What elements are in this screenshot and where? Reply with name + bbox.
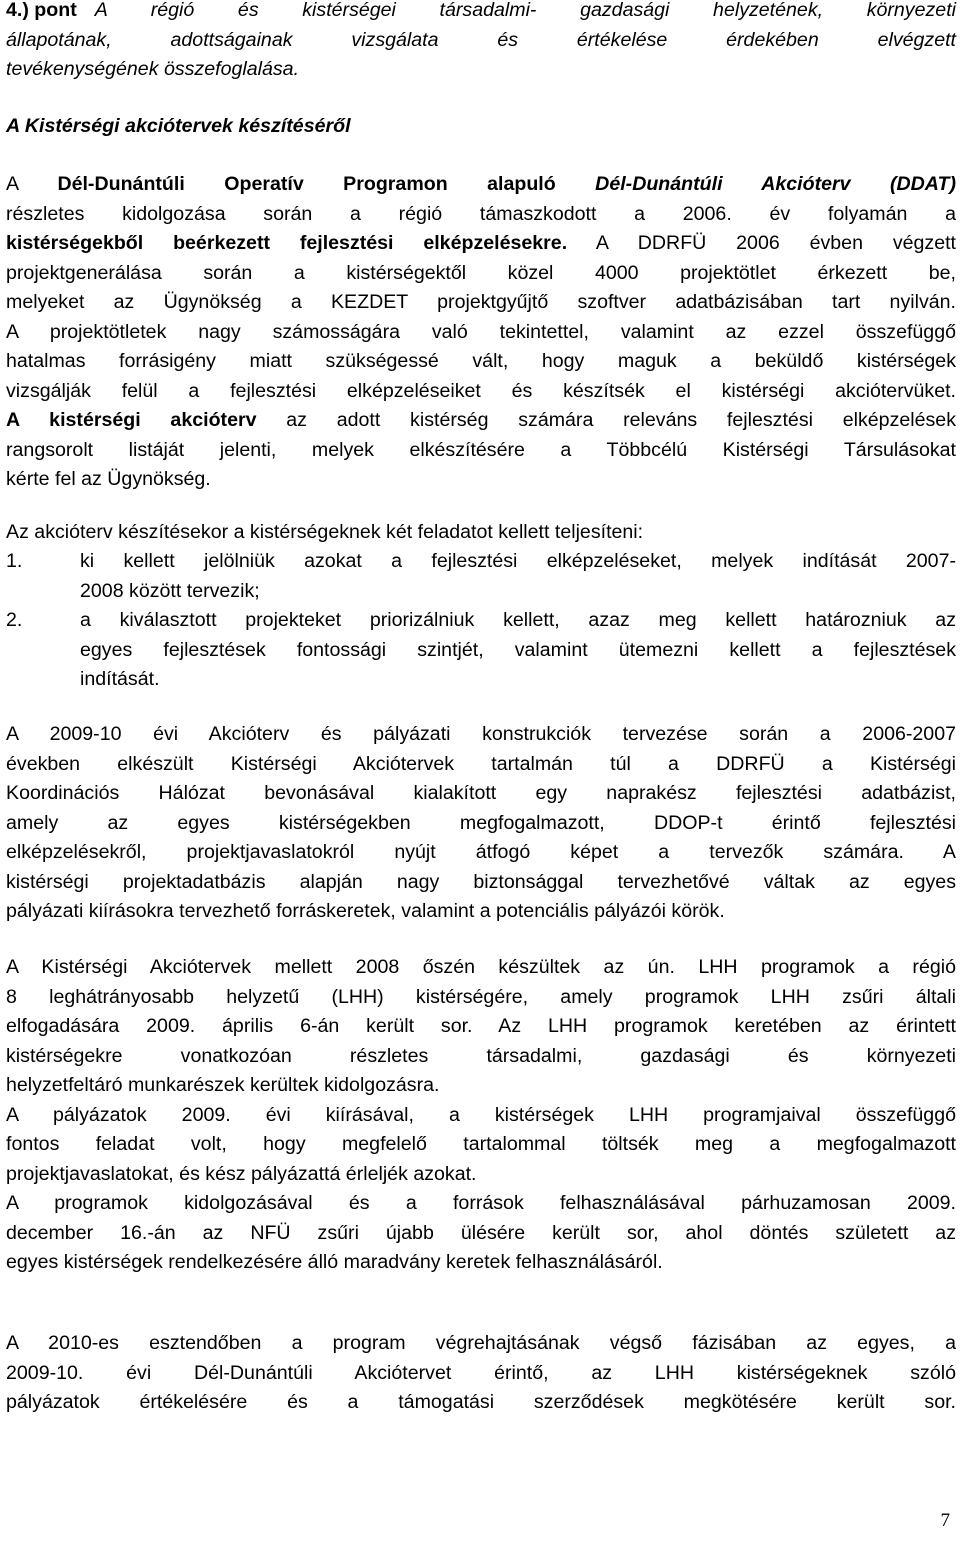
p4-line-2: 2009-10. évi Dél-Dunántúli Akciótervet érintő, az LHH kistérségeknek szóló: [6, 1361, 956, 1384]
task-item-1-number: 1.: [6, 550, 23, 572]
task-item-2-number: 2.: [6, 609, 23, 631]
p1-line-11: kérte fel az Ügynökség.: [6, 468, 211, 490]
p1-line-8: vizsgálják felül a fejlesztési elképzeléseiket és készítsék el kistérségi akciótervüket.: [6, 379, 956, 402]
p4-line-3: pályázatok értékelésére és a támogatási szerződések megkötésére került sor.: [6, 1391, 956, 1413]
tasks-intro-text: Az akcióterv készítésekor a kistérségeknek két feladatot kellett teljesíteni:: [6, 521, 644, 543]
p2-line-6: kistérségi projektadatbázis alapján nagy biztonsággal tervezhetővé váltak az egyes: [6, 870, 956, 893]
chapter-heading: [6, 0, 956, 85]
p2-line-3: Koordinációs Hálózat bevonásával kialakított egy naprakész fejlesztési adatbázist,: [6, 782, 956, 804]
section-title: [6, 112, 956, 142]
p3-line-9: A programok kidolgozásával és a források felhasználásával párhuzamosan 2009.: [6, 1192, 956, 1214]
paragraph-action-plan-2009: [6, 720, 956, 927]
p1-line-6: A projektötletek nagy számosságára való tekintettel, valamint az ezzel összefüggő: [6, 320, 956, 343]
tasks-intro: [6, 518, 956, 548]
p3-line-1: A Kistérségi Akciótervek mellett 2008 őszén készültek az ún. LHH programok a régió: [6, 956, 956, 978]
paragraph-ddat: [6, 170, 956, 495]
p1-line-3: kistérségekből beérkezett fejlesztési elképzelésekre. A DDRFÜ 2006 évben végzett: [6, 232, 956, 254]
p3-line-10: december 16.-án az NFÜ zsűri újabb ülésére került sor, ahol döntés született az: [6, 1221, 956, 1244]
p2-line-5: elképzelésekről, projektjavaslatokról nyújt átfogó képet a tervezők számára. A: [6, 841, 956, 863]
p1-line-7: hatalmas forrásigény miatt szükségessé vált, hogy maguk a beküldő kistérségek: [6, 350, 956, 372]
p1-line-1: A Dél-Dunántúli Operatív Programon alapuló Dél-Dunántúli Akcióterv (DDAT): [6, 173, 956, 195]
heading-line-1: [6, 0, 956, 26]
p1-line-4: projektgenerálása során a kistérségektől közel 4000 projektötlet érkezett be,: [6, 261, 956, 284]
task-item-2-line-3: indítását.: [80, 668, 160, 690]
p1-line-9: A kistérségi akcióterv az adott kistérség számára releváns fejlesztési elképzelések: [6, 409, 957, 431]
p2-line-1: A 2009-10 évi Akcióterv és pályázati konstrukciók tervezése során a 2006-2007: [6, 723, 956, 745]
p2-line-4: amely az egyes kistérségekben megfogalmazott, DDOP-t érintő fejlesztési: [6, 811, 956, 834]
p4-line-1: A 2010-es esztendőben a program végrehajtásának végső fázisában az egyes, a: [6, 1332, 956, 1354]
paragraph-2010: [6, 1329, 956, 1418]
task-item-2-line-2: egyes fejlesztések fontossági szintjét, valamint ütemezni kellett a fejlesztések: [80, 638, 956, 661]
task-item-2-line-1: a kiválasztott projekteket priorizálniuk kellett, azaz meg kellett határozniuk az: [80, 609, 956, 631]
p1-line-5: melyeket az Ügynökség a KEZDET projektgyűjtő szoftver adatbázisában tart nyilván.: [6, 291, 956, 313]
task-item-1-line-2: 2008 között tervezik;: [80, 579, 260, 602]
chapter-number: 4.) pont: [6, 0, 77, 21]
heading-line-2: állapotának, adottságainak vizsgálata és értékelése érdekében elvégzett: [6, 28, 956, 51]
page-number: 7: [940, 1510, 950, 1531]
p2-line-7: pályázati kiírásokra tervezhető forráskeretek, valamint a potenciális pályázói körök.: [6, 900, 725, 922]
paragraph-lhh-programs: [6, 953, 956, 1278]
p2-line-2: években elkészült Kistérségi Akciótervek tartalmán túl a DDRFÜ a Kistérségi: [6, 752, 956, 775]
p1-line-2: részletes kidolgozása során a régió támaszkodott a 2006. év folyamán a: [6, 202, 956, 225]
section-title-text: A Kistérségi akciótervek készítéséről: [6, 115, 351, 137]
p3-line-2: 8 leghátrányosabb helyzetű (LHH) kistérségére, amely programok LHH zsűri általi: [6, 985, 956, 1008]
p3-line-5: helyzetfeltáró munkarészek kerültek kidolgozásra.: [6, 1074, 440, 1096]
p3-line-8: projektjavaslatokat, és kész pályázattá érleljék azokat.: [6, 1162, 477, 1185]
task-item-1-line-1: ki kellett jelölniük azokat a fejlesztési elképzeléseket, melyek indítását 2007-: [80, 550, 956, 572]
p3-line-4: kistérségekre vonatkozóan részletes társadalmi, gazdasági és környezeti: [6, 1044, 956, 1067]
p3-line-6: A pályázatok 2009. évi kiírásával, a kistérségek LHH programjaival összefüggő: [6, 1103, 956, 1126]
p1-line-10: rangsorolt listáját jelenti, melyek elkészítésére a Többcélú Kistérségi Társulásokat: [6, 438, 956, 461]
p3-line-3: elfogadására 2009. április 6-án került sor. Az LHH programok keretében az érintett: [6, 1015, 956, 1037]
p3-line-11: egyes kistérségek rendelkezésére álló maradvány keretek felhasználásáról.: [6, 1251, 663, 1273]
p3-line-7: fontos feladat volt, hogy megfelelő tartalommal töltsék meg a megfogalmazott: [6, 1133, 956, 1155]
heading-line-3: tevékenységének összefoglalása.: [6, 58, 300, 80]
chapter-title-part: A régió és kistérségei társadalmi- gazdasági helyzetének, környezeti: [94, 0, 956, 21]
